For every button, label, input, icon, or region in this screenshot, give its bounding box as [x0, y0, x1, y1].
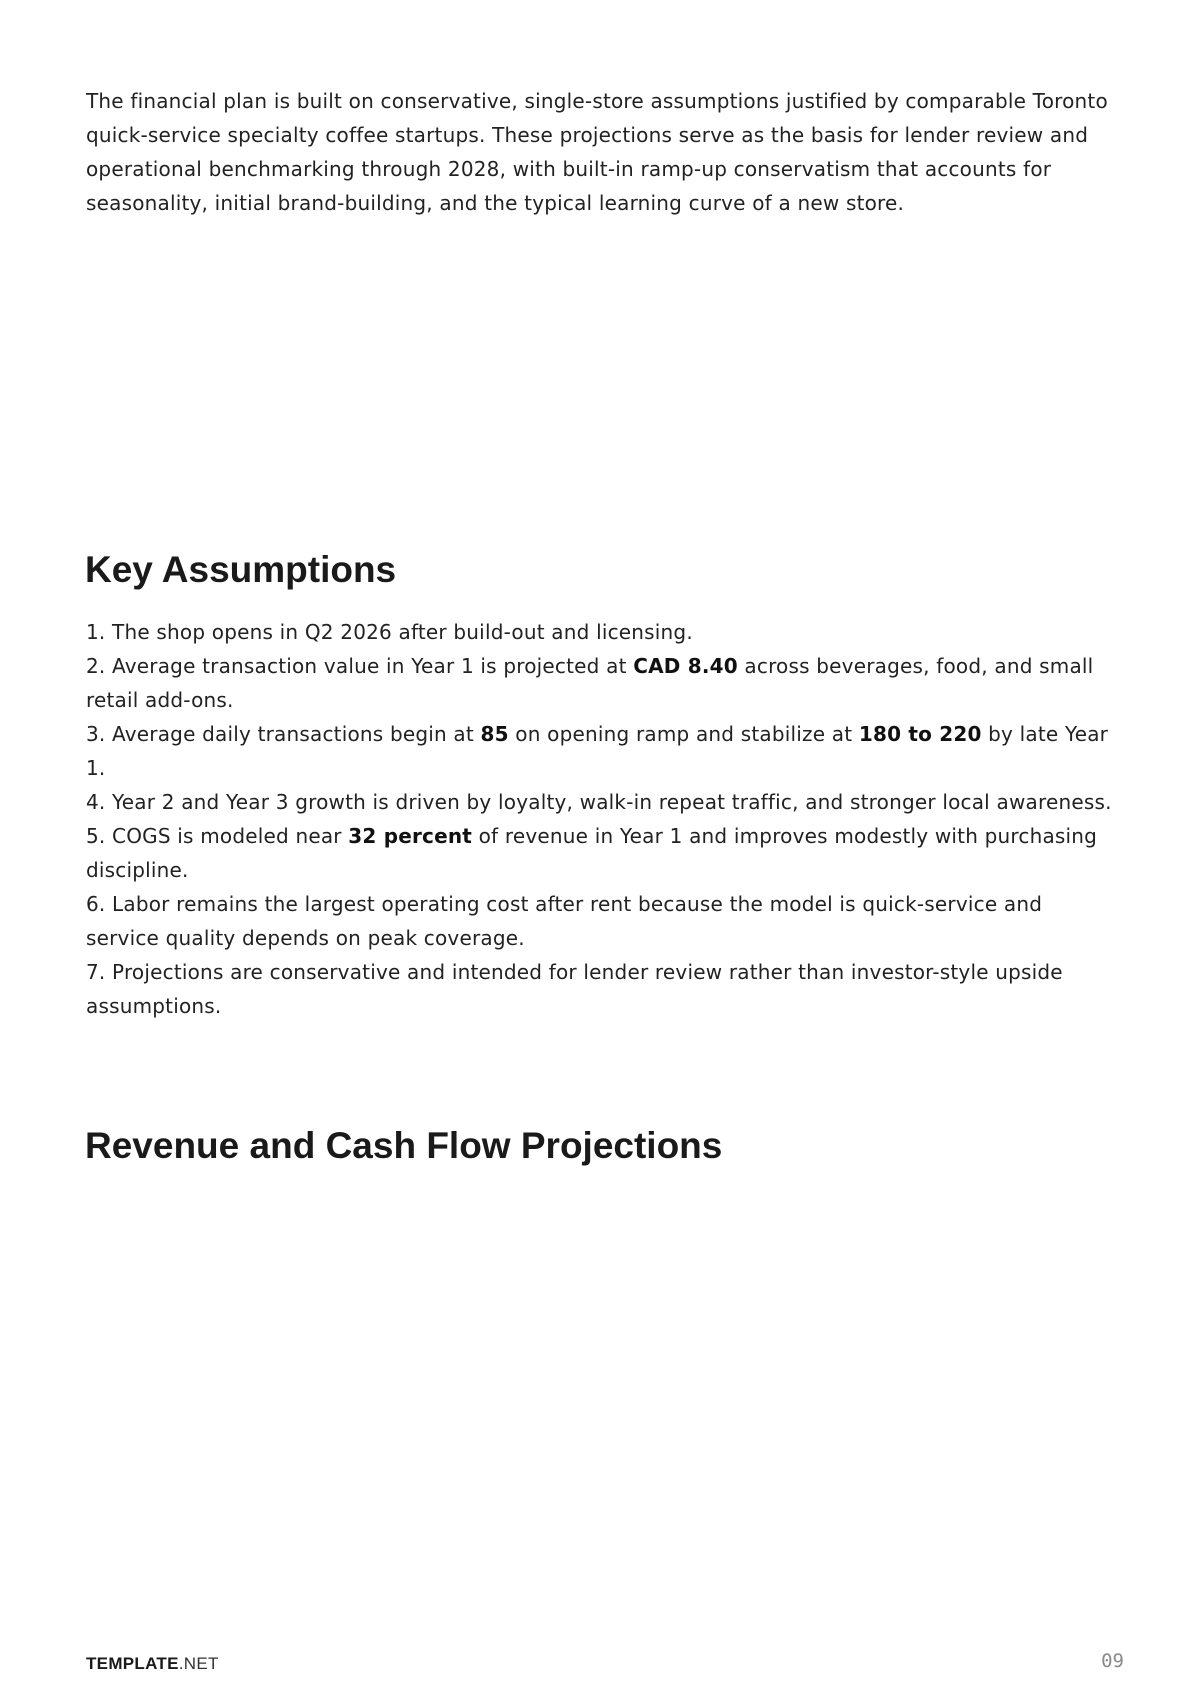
footer-brand-logo: [86, 1654, 219, 1674]
page-number: 09: [1101, 1650, 1124, 1672]
assumption-item: [86, 785, 1116, 819]
assumption-highlight: CAD 8.40: [633, 654, 738, 678]
assumption-item: [86, 887, 1116, 955]
assumption-highlight: 180 to 220: [858, 722, 982, 746]
key-assumptions-list: [86, 615, 1116, 1023]
assumption-text: COGS is modeled near: [105, 824, 349, 848]
assumption-text: Average transaction value in Year 1 is projected at: [105, 654, 634, 678]
intro-paragraph: The financial plan is built on conservative, single-store assumptions justified by comparable Toronto quick-service specialty coffee startups. These projections serve as the basis for lender review and operational benchmarking through 2028, with built-in ramp-up conservatism that accounts for seasonality, initial brand-building, and the typical learning curve of a new store.: [86, 89, 1108, 215]
assumption-item: [86, 717, 1116, 785]
assumption-text: by late Year 1.: [86, 722, 1109, 780]
assumption-number: 1.: [86, 620, 106, 644]
assumption-text: Year 2 and Year 3 growth is driven by loyalty, walk-in repeat traffic, and stronger local awareness.: [105, 790, 1112, 814]
assumption-number: 2.: [86, 654, 106, 678]
assumption-number: 6.: [86, 892, 106, 916]
revenue-cash-flow-heading: Revenue and Cash Flow Projections: [85, 1125, 723, 1166]
assumption-number: 7.: [86, 960, 106, 984]
assumption-item: [86, 955, 1116, 1023]
assumption-number: 5.: [86, 824, 106, 848]
assumption-text: on opening ramp and stabilize at: [508, 722, 859, 746]
assumption-item: [86, 615, 1116, 649]
key-assumptions-heading: Key Assumptions: [85, 549, 397, 590]
assumption-text: Projections are conservative and intended for lender review rather than investor-style upside assumptions.: [86, 960, 1063, 1018]
assumption-item: [86, 649, 1116, 717]
assumption-text: The shop opens in Q2 2026 after build-out and licensing.: [105, 620, 693, 644]
assumption-number: 3.: [86, 722, 106, 746]
assumption-text: across beverages, food, and small retail add-ons.: [86, 654, 1094, 712]
assumption-text: Average daily transactions begin at: [105, 722, 481, 746]
assumption-text: Labor remains the largest operating cost after rent because the model is quick-service and service quality depends on peak coverage.: [86, 892, 1043, 950]
footer-brand-light: .NET: [178, 1654, 219, 1673]
footer-brand-bold: TEMPLATE: [86, 1654, 179, 1673]
assumption-number: 4.: [86, 790, 106, 814]
assumption-item: [86, 819, 1116, 887]
assumption-highlight: 85: [480, 722, 509, 746]
assumption-text: of revenue in Year 1 and improves modestly with purchasing discipline.: [86, 824, 1098, 882]
assumption-highlight: 32 percent: [348, 824, 473, 848]
